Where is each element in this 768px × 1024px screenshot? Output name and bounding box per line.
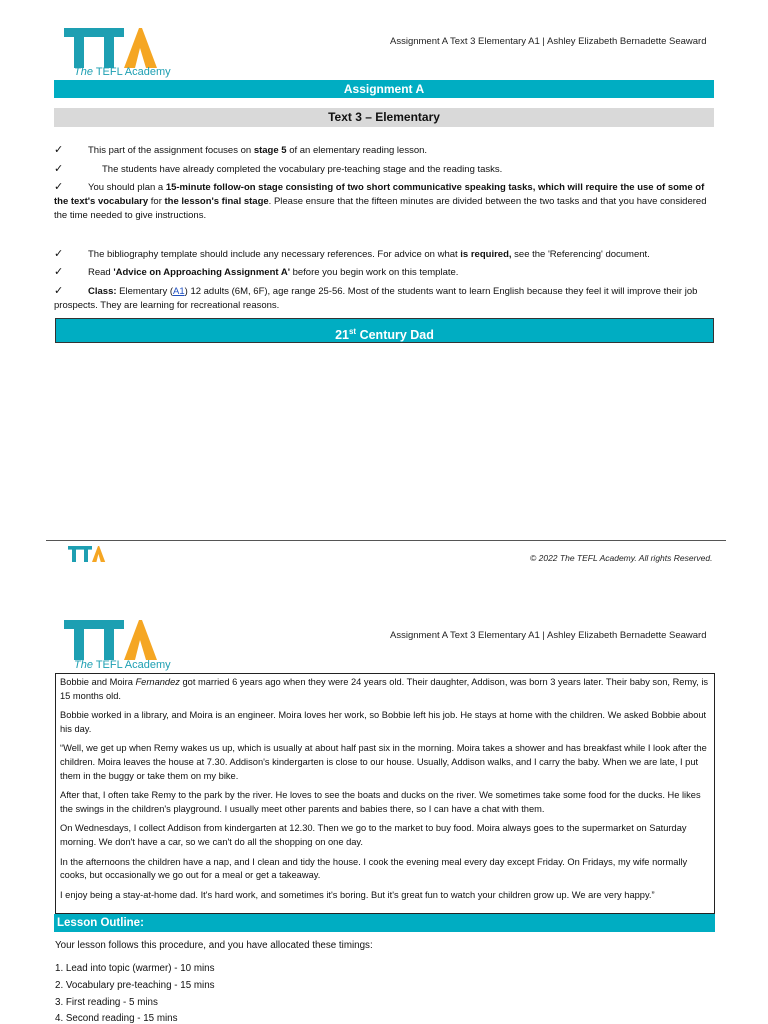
cefr-a1-link[interactable]: A1 [173, 286, 185, 297]
checkmark-icon: ✓ [54, 163, 64, 175]
story-paragraph: In the afternoons the children have a nap, and I clean and tidy the house. I cook the evening meal every day except Friday. On Fridays, my wife normally cooks, but occasionally we go out for a meal or get a takeaway. [60, 856, 688, 881]
logo-caption: The TEFL Academy [74, 66, 171, 78]
bullet-completed-stages: ✓ The students have already completed the vocabulary pre-teaching stage and the reading tasks. [54, 163, 503, 175]
assignment-title-bar: Assignment A [54, 80, 714, 98]
outline-item: 1. Lead into topic (warmer) - 10 mins [55, 963, 215, 974]
story-paragraph: Bobbie worked in a library, and Moira is an engineer. Moira loves her work, so Bobbie left his job. He stays at home with the children. We asked Bobbie about his day. [60, 710, 707, 734]
checkmark-icon: ✓ [54, 144, 64, 156]
bullet-plan-stage: ✓ You should plan a 15-minute follow-on stage consisting of two short communicative speaking tasks, which will require the use of some of the text's vocabulary for the lesson's final stage. Please ensure that the fifteen minutes are divided between the two tasks and that you have considered the time needed to give instructions. [54, 181, 707, 221]
checkmark-icon: ✓ [54, 285, 64, 297]
bullet-stage-focus: ✓ This part of the assignment focuses on stage 5 of an elementary reading lesson. [54, 144, 428, 156]
story-paragraph: I enjoy being a stay-at-home dad. It's hard work, and sometimes it's boring. But it's great fun to watch your children grow up. We are very happy.” [60, 889, 655, 900]
checkmark-icon: ✓ [54, 248, 64, 260]
lesson-outline-bar: Lesson Outline: [54, 914, 715, 932]
checkmark-icon: ✓ [54, 181, 64, 193]
bullet-bibliography: ✓ The bibliography template should include any necessary references. For advice on what is required, see the 'Referencing' document. [54, 248, 650, 260]
story-paragraph: Bobbie and Moira Fernandez got married 6 years ago when they were 24 years old. Their daughter, Addison, was born 3 years later. Their baby son, Remy, is 15 months old. [60, 677, 709, 701]
header-text: Assignment A Text 3 Elementary A1 | Ashley Elizabeth Bernadette Seaward [390, 36, 707, 47]
story-paragraph: On Wednesdays, I collect Addison from kindergarten at 12.30. Then we go to the market to buy food. Moira always goes to the supermarket on Saturday morning. We don't have a car, so we can't do all the shopping on one day. [60, 823, 687, 847]
footer-logo-mark [68, 546, 108, 566]
story-title-bar: 21st Century Dad [55, 318, 714, 343]
logo-caption: The TEFL Academy [74, 659, 171, 671]
bullet-read-advice: ✓ Read 'Advice on Approaching Assignment A' before you begin work on this template. [54, 266, 459, 278]
page-divider [46, 540, 726, 541]
text-subtitle-bar: Text 3 – Elementary [54, 108, 714, 127]
footer-logo [68, 546, 108, 566]
checkmark-icon: ✓ [54, 266, 64, 278]
outline-intro: Your lesson follows this procedure, and you have allocated these timings: [55, 940, 373, 951]
story-text-box [55, 673, 715, 914]
outline-item: 4. Second reading - 15 mins [55, 1013, 178, 1024]
story-paragraph: “Well, we get up when Remy wakes us up, which is usually at about half past six in the morning. Moira takes a shower and has breakfast while I look after the children. Moira leaves the house at 7.30. Addison's kindergarten is close to our house. Usually, Addison walks, and I carry the baby. When we are late, I put them in the buggy or take them on my bike. [60, 743, 707, 781]
outline-item: 3. First reading - 5 mins [55, 997, 158, 1008]
copyright-text: © 2022 The TEFL Academy. All rights Reserved. [530, 553, 713, 563]
outline-item: 2. Vocabulary pre-teaching - 15 mins [55, 980, 215, 991]
header-text: Assignment A Text 3 Elementary A1 | Ashley Elizabeth Bernadette Seaward [390, 630, 707, 641]
story-paragraph: After that, I often take Remy to the park by the river. He loves to see the boats and ducks on the river. We sometimes take some food for the ducks. He likes the swings in the children's playground. I usually meet other parents and babies there, so I can have a chat with them. [60, 790, 701, 814]
bullet-class-info: ✓ Class: Elementary (A1) 12 adults (6M, 6F), age range 25-56. Most of the students want to learn English because they feel it will improve their job prospects. They are learning for recreational reasons. [54, 285, 698, 311]
